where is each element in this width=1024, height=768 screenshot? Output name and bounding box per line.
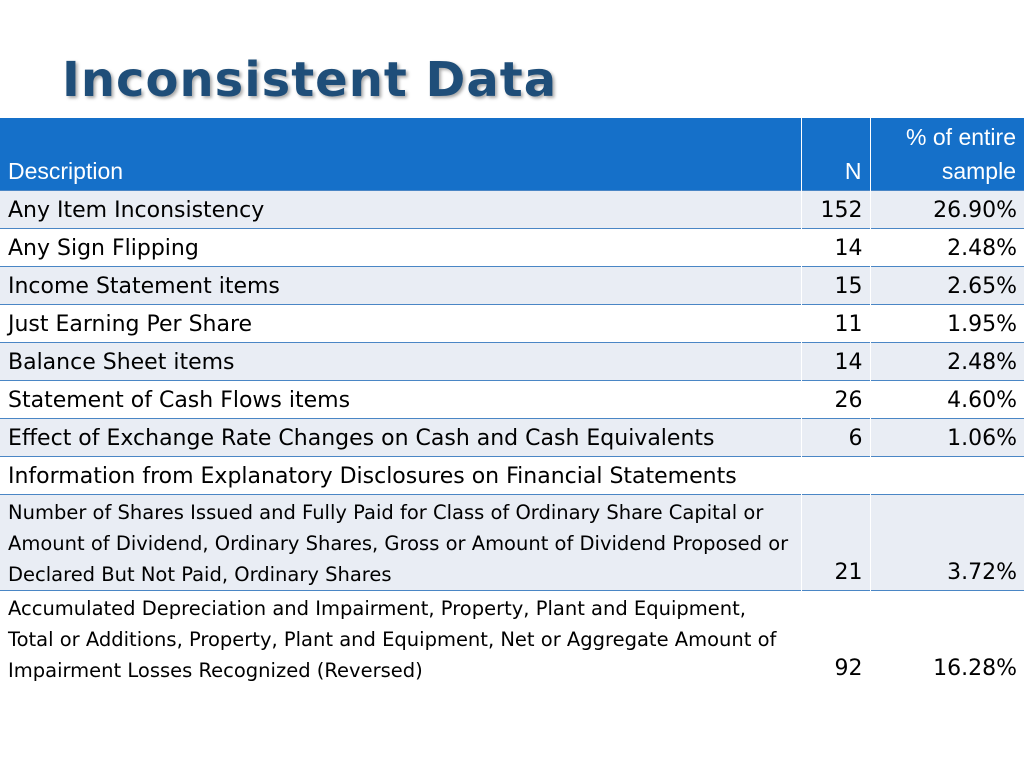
header-pct-line1: % of entire [906, 124, 1016, 150]
header-n: N [801, 118, 870, 191]
row-description: Information from Explanatory Disclosures on Financial Statements [0, 457, 801, 495]
row-n: 152 [801, 191, 870, 229]
row-n [801, 457, 870, 495]
row-description: Statement of Cash Flows items [0, 381, 801, 419]
row-pct: 2.48% [870, 229, 1024, 267]
header-pct [870, 118, 1024, 191]
header-description: Description [0, 118, 801, 191]
row-description: Any Item Inconsistency [0, 191, 801, 229]
row-pct: 1.06% [870, 419, 1024, 457]
row-description: Just Earning Per Share [0, 305, 801, 343]
table-row [0, 495, 1024, 591]
row-n: 14 [801, 229, 870, 267]
row-pct: 4.60% [870, 381, 1024, 419]
row-pct: 3.72% [870, 495, 1024, 591]
table-row [0, 343, 1024, 381]
table-row [0, 381, 1024, 419]
table-row [0, 591, 1024, 687]
row-description: Accumulated Depreciation and Impairment, Property, Plant and Equipment, Total or Additions, Property, Plant and Equipment, Net or Aggregate Amount of Impairment Losses Recognized (Reversed) [0, 591, 801, 687]
row-description: Any Sign Flipping [0, 229, 801, 267]
row-pct: 1.95% [870, 305, 1024, 343]
table-row [0, 229, 1024, 267]
row-description: Balance Sheet items [0, 343, 801, 381]
slide-title: Inconsistent Data [62, 52, 558, 108]
row-n: 21 [801, 495, 870, 591]
table-row [0, 267, 1024, 305]
row-n: 6 [801, 419, 870, 457]
row-pct: 26.90% [870, 191, 1024, 229]
row-pct: 2.65% [870, 267, 1024, 305]
row-pct: 16.28% [870, 591, 1024, 687]
inconsistent-data-table [0, 118, 1024, 686]
row-n: 14 [801, 343, 870, 381]
row-description: Effect of Exchange Rate Changes on Cash and Cash Equivalents [0, 419, 801, 457]
table-row [0, 305, 1024, 343]
header-pct-line2: sample [941, 158, 1016, 184]
table-row [0, 457, 1024, 495]
row-description: Number of Shares Issued and Fully Paid for Class of Ordinary Share Capital or Amount of Dividend, Ordinary Shares, Gross or Amount of Dividend Proposed or Declared But Not Paid, Ordinary Shares [0, 495, 801, 591]
table-row [0, 419, 1024, 457]
row-n: 15 [801, 267, 870, 305]
table-row [0, 191, 1024, 229]
row-description: Income Statement items [0, 267, 801, 305]
row-pct: 2.48% [870, 343, 1024, 381]
row-n: 11 [801, 305, 870, 343]
row-n: 26 [801, 381, 870, 419]
row-n: 92 [801, 591, 870, 687]
table-header-row [0, 118, 1024, 191]
row-pct [870, 457, 1024, 495]
